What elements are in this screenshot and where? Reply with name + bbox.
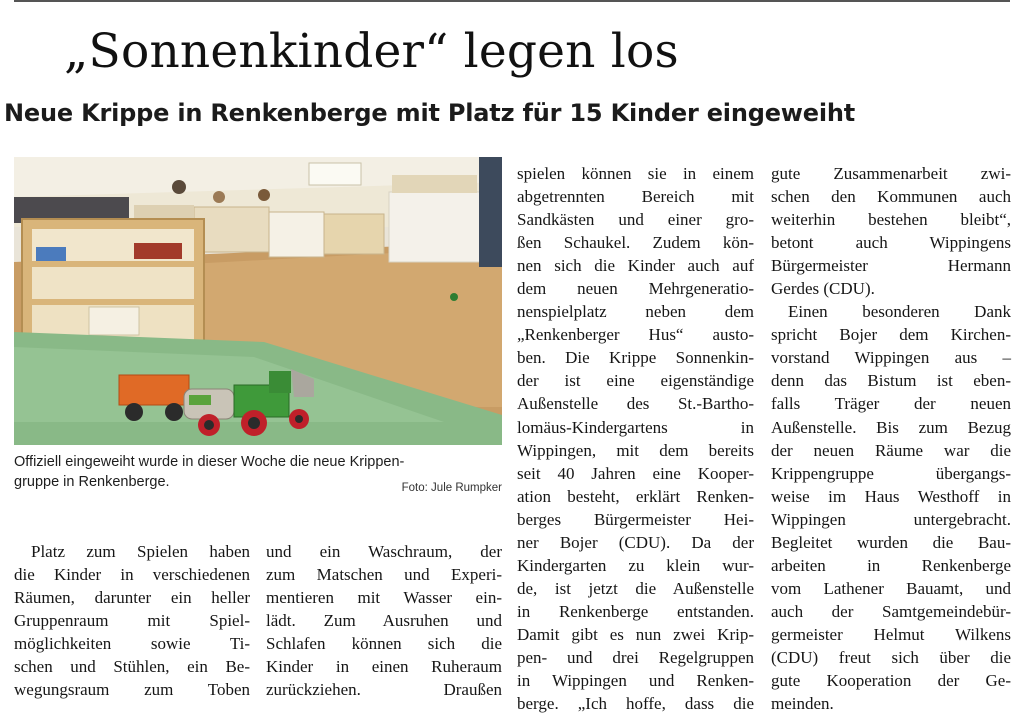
text-line: Kindergarten zu klein wur-: [517, 555, 754, 575]
text-line: wegungsraum zum Toben: [14, 680, 250, 700]
text-line: arbeiten in Renkenberge: [771, 555, 1011, 575]
text-line: Schlafen können sich die: [266, 634, 502, 654]
text-line: germeister Helmut Wilkens: [771, 624, 1011, 644]
text-line: Damit gibt es nun zwei Krip-: [517, 624, 754, 644]
text-line: schen den Kommunen auch: [771, 187, 1011, 207]
text-line: weiterhin bestehen bleibt“,: [771, 210, 1011, 230]
subheadline: Neue Krippe in Renkenberge mit Platz für 15 Kinder eingeweiht: [4, 99, 856, 127]
text-line: lomäus-Kindergartens in: [517, 417, 754, 437]
text-line: der ist eine eigenständige: [517, 371, 754, 391]
text-line: ßen Schaukel. Zudem kön-: [517, 233, 754, 253]
text-line: lädt. Zum Ausruhen und: [266, 611, 502, 631]
text-line: Sandkästen und einer gro-: [517, 210, 754, 230]
text-line: Gerdes (CDU).: [771, 279, 875, 299]
text-line: falls Träger der neuen: [771, 394, 1011, 414]
text-line: de, ist jetzt die Außenstelle: [517, 578, 754, 598]
text-line: möglichkeiten sowie Ti-: [14, 634, 250, 654]
text-line: seit 40 Jahren eine Kooper-: [517, 463, 754, 483]
text-line: berges Bürgermeister Hei-: [517, 509, 754, 529]
text-line: ner Bojer (CDU). Da der: [517, 532, 754, 552]
text-line: Räumen, darunter ein heller: [14, 588, 250, 608]
text-line: spielen können sie in einem: [517, 164, 754, 183]
text-line: Außenstelle. Bis zum Bezug: [771, 417, 1011, 437]
article-column-4: [771, 162, 1011, 715]
photo-illustration: [14, 157, 502, 445]
text-line: nenspielplatz neben dem: [517, 302, 754, 322]
text-line: weise im Haus Westhoff in: [771, 486, 1011, 506]
text-line: mentieren mit Wasser ein-: [266, 588, 502, 608]
top-rule: [14, 0, 1010, 2]
text-line: zurückziehen. Draußen: [266, 680, 502, 700]
caption-line: Offiziell eingeweiht wurde in dieser Woche die neue Krippen-: [14, 454, 405, 470]
text-line: vorstand Wippingen aus –: [771, 348, 1011, 368]
text-line: Bürgermeister Hermann: [771, 256, 1011, 276]
text-line: Gruppenraum mit Spiel-: [14, 611, 250, 631]
text-line: berge. „Ich hoffe, dass die: [517, 694, 754, 714]
text-line: (CDU) freut sich über die: [771, 647, 1011, 667]
text-line: abgetrennten Bereich mit: [517, 187, 754, 207]
text-line: Wippingen untergebracht.: [771, 509, 1011, 529]
text-line: in Renkenberge entstanden.: [517, 601, 754, 621]
text-line: schen und Stühlen, ein Be-: [14, 657, 250, 677]
text-line: Begleitet wurden die Bau-: [771, 532, 1011, 552]
text-line: Platz zum Spielen haben: [31, 542, 250, 561]
article-column-1: [14, 540, 250, 701]
text-line: denn das Bistum ist eben-: [771, 371, 1011, 391]
article-photo: [14, 157, 502, 445]
text-line: die Kinder in verschiedenen: [14, 565, 250, 585]
article-column-3: [517, 162, 754, 715]
text-line: dem neuen Mehrgeneratio-: [517, 279, 754, 299]
text-line: gute Zusammenarbeit zwi-: [771, 164, 1011, 183]
article-column-2: [266, 540, 502, 701]
text-line: meinden.: [771, 694, 834, 714]
text-line: Krippengruppe übergangs-: [771, 463, 1011, 483]
headline: „Sonnenkinder“ legen los: [64, 24, 679, 79]
text-line: spricht Bojer dem Kirchen-: [771, 325, 1011, 345]
text-line: Wippingen, mit dem bereits: [517, 440, 754, 460]
text-line: der neuen Räume war die: [771, 440, 1011, 460]
text-line: „Renkenberger Hus“ austo-: [517, 325, 754, 345]
text-line: betont auch Wippingens: [771, 233, 1011, 253]
text-line: vom Lathener Bauamt, und: [771, 578, 1011, 598]
text-line: ben. Die Krippe Sonnenkin-: [517, 348, 754, 368]
text-line: zum Matschen und Experi-: [266, 565, 502, 585]
text-line: Kinder in einen Ruheraum: [266, 657, 502, 677]
text-line: Außenstelle des St.-Bartho-: [517, 394, 754, 414]
text-line: nen sich die Kinder auch auf: [517, 256, 754, 276]
text-line: in Wippingen und Renken-: [517, 671, 754, 691]
photo-credit: Foto: Jule Rumpker: [401, 482, 502, 494]
text-line: Einen besonderen Dank: [788, 302, 1011, 322]
text-line: ation besteht, erklärt Renken-: [517, 486, 754, 506]
text-line: auch der Samtgemeindebür-: [771, 601, 1011, 621]
text-line: gute Kooperation der Ge-: [771, 671, 1011, 691]
text-line: pen- und drei Regelgruppen: [517, 647, 754, 667]
caption-line: gruppe in Renkenberge.: [14, 474, 170, 490]
text-line: und ein Waschraum, der: [266, 542, 502, 561]
